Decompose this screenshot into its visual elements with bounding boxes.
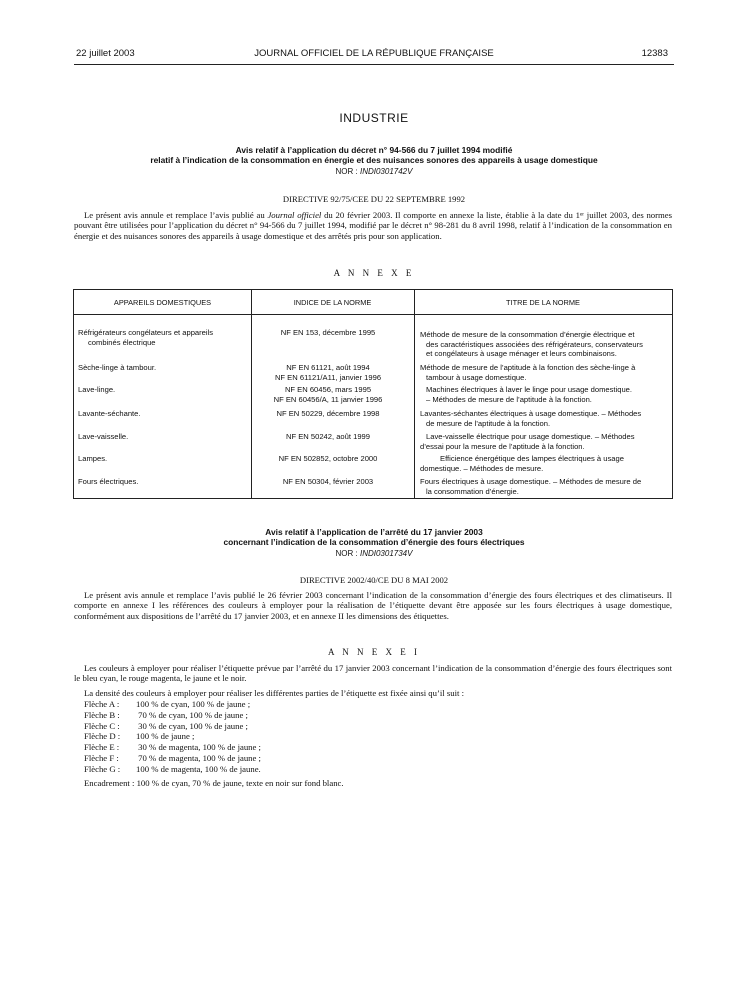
table-row-indice xyxy=(254,385,402,404)
table-row-appareil xyxy=(78,363,246,373)
list-item xyxy=(84,764,344,775)
table-cell-line: domestique. – Méthodes de mesure. xyxy=(420,463,544,473)
table-row-appareil xyxy=(78,385,246,395)
header-page-number: 12383 xyxy=(641,48,668,59)
table-header-indice: INDICE DE LA NORME xyxy=(293,298,372,307)
table-row-titre xyxy=(420,409,670,428)
table-cell-line: Lampes. xyxy=(78,454,108,463)
fleche-value: 30 % de magenta, 100 % de jaune ; xyxy=(136,742,261,753)
table-cell-line: NF EN 61121, août 1994 xyxy=(286,363,370,372)
table-row-appareil xyxy=(78,409,246,419)
avis1-body-part1: Le présent avis annule et remplace l’avis publié au xyxy=(84,210,268,220)
fleche-value: 100 % de magenta, 100 % de jaune. xyxy=(136,763,261,774)
table-row-appareil xyxy=(78,454,246,464)
table-cell-line: Lave-vaisselle électrique pour usage domestique. – Méthodes xyxy=(426,432,635,441)
list-item xyxy=(84,753,344,764)
table-cell-line: combinés électrique xyxy=(88,337,156,347)
table-row-titre xyxy=(420,477,670,496)
table-cell-line: NF EN 60456, mars 1995 xyxy=(284,385,372,394)
table-header-appareils: APPAREILS DOMESTIQUES xyxy=(113,298,212,307)
fleche-label: Flèche G : xyxy=(84,763,121,774)
table-row-appareil xyxy=(78,432,246,442)
fleche-value: 30 % de cyan, 100 % de jaune ; xyxy=(136,720,248,731)
avis2-annexe-p1 xyxy=(74,663,672,684)
fleche-value: 70 % de magenta, 100 % de jaune ; xyxy=(136,752,261,763)
table-cell-line: NF EN 50304, février 2003 xyxy=(282,477,374,486)
table-cell-line: Lave-vaisselle. xyxy=(78,432,129,441)
fleche-label: Flèche F : xyxy=(84,752,119,763)
table-cell-line: NF EN 61121/A11, janvier 1996 xyxy=(274,372,382,382)
avis1-nor xyxy=(74,167,674,176)
section-title: INDUSTRIE xyxy=(339,111,409,125)
header-journal-title: JOURNAL OFFICIEL DE LA RÉPUBLIQUE FRANÇAISE xyxy=(254,48,494,59)
table-col-divider xyxy=(414,290,415,498)
table-row-indice xyxy=(254,454,402,464)
fleche-label: Flèche D : xyxy=(84,731,121,742)
fleche-label: Flèche A : xyxy=(84,699,120,709)
table-row-indice xyxy=(254,432,402,442)
avis1-body-part2: du 20 février 2003. Il comporte en annexe la liste, établie à la date du 1ᵉʳ juillet 2003, des normes pouvant être utilisées pour l’application du décret n° 94-566 du 7 juillet 1994, modifié par le décret n° 98-281 du 8 avril 1998, relatif à l’indication de la consommation en énergie et des nuisances sonores des appareils à usage domestique et des arrêtés pris pour son application. xyxy=(74,210,673,241)
avis2-annexe-title: A N N E X E I xyxy=(328,647,420,657)
avis2-title-line2: concernant l’indication de la consommation d’énergie des fours électriques xyxy=(223,537,525,547)
avis1-directive: DIRECTIVE 92/75/CEE DU 22 SEPTEMBRE 1992 xyxy=(282,194,466,204)
avis2-annexe-p1-text: Les couleurs à employer pour réaliser l’étiquette prévue par l’arrêté du 17 janvier 2003 concernant l’indication de la consommation d’énergie des fours électriques sont le bleu cyan, le rouge magenta, le jaune et le noir. xyxy=(74,663,672,684)
table-cell-line: Efficience énergétique des lampes électriques à usage xyxy=(440,454,624,463)
table-cell-line: Lave-linge. xyxy=(78,385,116,394)
avis2-annexe-p2 xyxy=(74,688,672,698)
table-cell-line: Lavante-séchante. xyxy=(78,409,141,418)
table-row-appareil xyxy=(78,328,246,347)
fleche-value: 100 % de jaune ; xyxy=(136,731,195,742)
table-cell-line: d’essai pour la mesure de l’aptitude à la fonction. xyxy=(420,441,585,451)
table-row-titre xyxy=(420,454,670,473)
table-cell-line: – Méthodes de mesure de l’aptitude à la fonction. xyxy=(426,394,592,404)
avis2-directive: DIRECTIVE 2002/40/CE DU 8 MAI 2002 xyxy=(299,575,449,585)
table-row-titre xyxy=(420,432,670,451)
fleche-label: Flèche E : xyxy=(84,742,120,753)
avis1-nor-code: INDI0301742V xyxy=(359,167,413,176)
table-cell-line: NF EN 153, décembre 1995 xyxy=(280,328,376,337)
encadrement-line: Encadrement : 100 % de cyan, 70 % de jaune, texte en noir sur fond blanc. xyxy=(84,777,344,788)
avis2-nor-code: INDI0301734V xyxy=(359,549,413,558)
fleche-value: 100 % de cyan, 100 % de jaune ; xyxy=(136,699,251,709)
table-cell-line: NF EN 50242, août 1999 xyxy=(285,432,370,441)
fleche-label: Flèche C : xyxy=(84,720,120,731)
avis2-annexe-p2-text: La densité des couleurs à employer pour réaliser les différentes parties de l’étiquette est fixée ainsi qu’il suit : xyxy=(84,688,465,698)
avis1-body-journal: Journal officiel xyxy=(267,210,322,220)
table-header-rule xyxy=(74,314,672,315)
fleche-list xyxy=(84,699,344,788)
table-cell-line: NF EN 50229, décembre 1998 xyxy=(276,409,380,418)
avis1-annexe-title: A N N E X E xyxy=(333,268,415,278)
table-cell-line: Fours électriques. xyxy=(78,477,139,486)
list-item xyxy=(84,699,344,710)
standards-table xyxy=(73,289,673,499)
table-cell-line: Réfrigérateurs congélateurs et appareils xyxy=(78,328,214,337)
table-row-indice xyxy=(254,363,402,382)
avis2-nor xyxy=(74,549,674,558)
list-item xyxy=(84,742,344,753)
table-cell-line: NF EN 502852, octobre 2000 xyxy=(278,454,378,463)
table-cell-line: de mesure de l’aptitude à la fonction. xyxy=(426,418,551,428)
table-row-indice xyxy=(254,477,402,487)
avis1-body xyxy=(74,210,672,241)
table-cell-line: Machines électriques à laver le linge pour usage domestique. xyxy=(426,385,632,394)
table-cell-line: Fours électriques à usage domestique. – Méthodes de mesure de xyxy=(420,477,642,486)
fleche-label: Flèche B : xyxy=(84,709,120,720)
table-row-appareil xyxy=(78,477,246,487)
avis1-title-line1: Avis relatif à l’application du décret n° 94-566 du 7 juillet 1994 modifié xyxy=(235,145,513,155)
table-row-titre xyxy=(420,330,670,359)
avis1-title-line2: relatif à l’indication de la consommation en énergie et des nuisances sonores des appareils à usage domestique xyxy=(150,155,598,165)
table-col-divider xyxy=(251,290,252,498)
table-row-titre xyxy=(420,385,670,404)
table-row-indice xyxy=(254,409,402,419)
list-item xyxy=(84,710,344,721)
table-cell-line: Sèche-linge à tambour. xyxy=(78,363,157,372)
table-cell-line: la consommation d’énergie. xyxy=(426,486,519,496)
fleche-value: 70 % de cyan, 100 % de jaune ; xyxy=(136,709,248,720)
table-cell-line: et congélateurs à usage ménager et leurs combinaisons. xyxy=(426,349,617,358)
avis2-title-line1: Avis relatif à l’application de l’arrêté du 17 janvier 2003 xyxy=(265,527,483,537)
table-cell-line: Lavantes-séchantes électriques à usage domestique. – Méthodes xyxy=(420,409,642,418)
table-header-titre: TITRE DE LA NORME xyxy=(506,298,580,307)
avis1-nor-label: NOR : xyxy=(335,167,358,176)
header-date: 22 juillet 2003 xyxy=(76,48,135,59)
table-row-titre xyxy=(420,363,670,382)
avis2-body xyxy=(74,590,672,621)
table-cell-line: Méthode de mesure de la consommation d’énergie électrique et xyxy=(420,330,635,339)
table-cell-line: NF EN 60456/A, 11 janvier 1996 xyxy=(273,394,383,404)
list-item xyxy=(84,721,344,732)
table-cell-line: tambour à usage domestique. xyxy=(426,372,527,382)
table-row-indice xyxy=(254,328,402,338)
header-rule xyxy=(74,64,674,65)
avis2-body-text: Le présent avis annule et remplace l’avis publié le 26 février 2003 concernant l’indication de la consommation d’énergie des fours électriques et des climatiseurs. Il comporte en annexe I les références des couleurs à employer pour la réalisation de l’étiquette devant être apposée sur les fours électriques à usage domestique, conformément aux dispositions de l’arrêté du 17 janvier 2003, et en annexe II les dimensions des étiquettes. xyxy=(74,590,672,621)
list-item xyxy=(84,731,344,742)
avis2-nor-label: NOR : xyxy=(335,549,358,558)
table-cell-line: des caractéristiques associées des réfrigérateurs, conservateurs xyxy=(426,339,643,349)
table-cell-line: Méthode de mesure de l’aptitude à la fonction des sèche-linge à xyxy=(420,363,636,372)
